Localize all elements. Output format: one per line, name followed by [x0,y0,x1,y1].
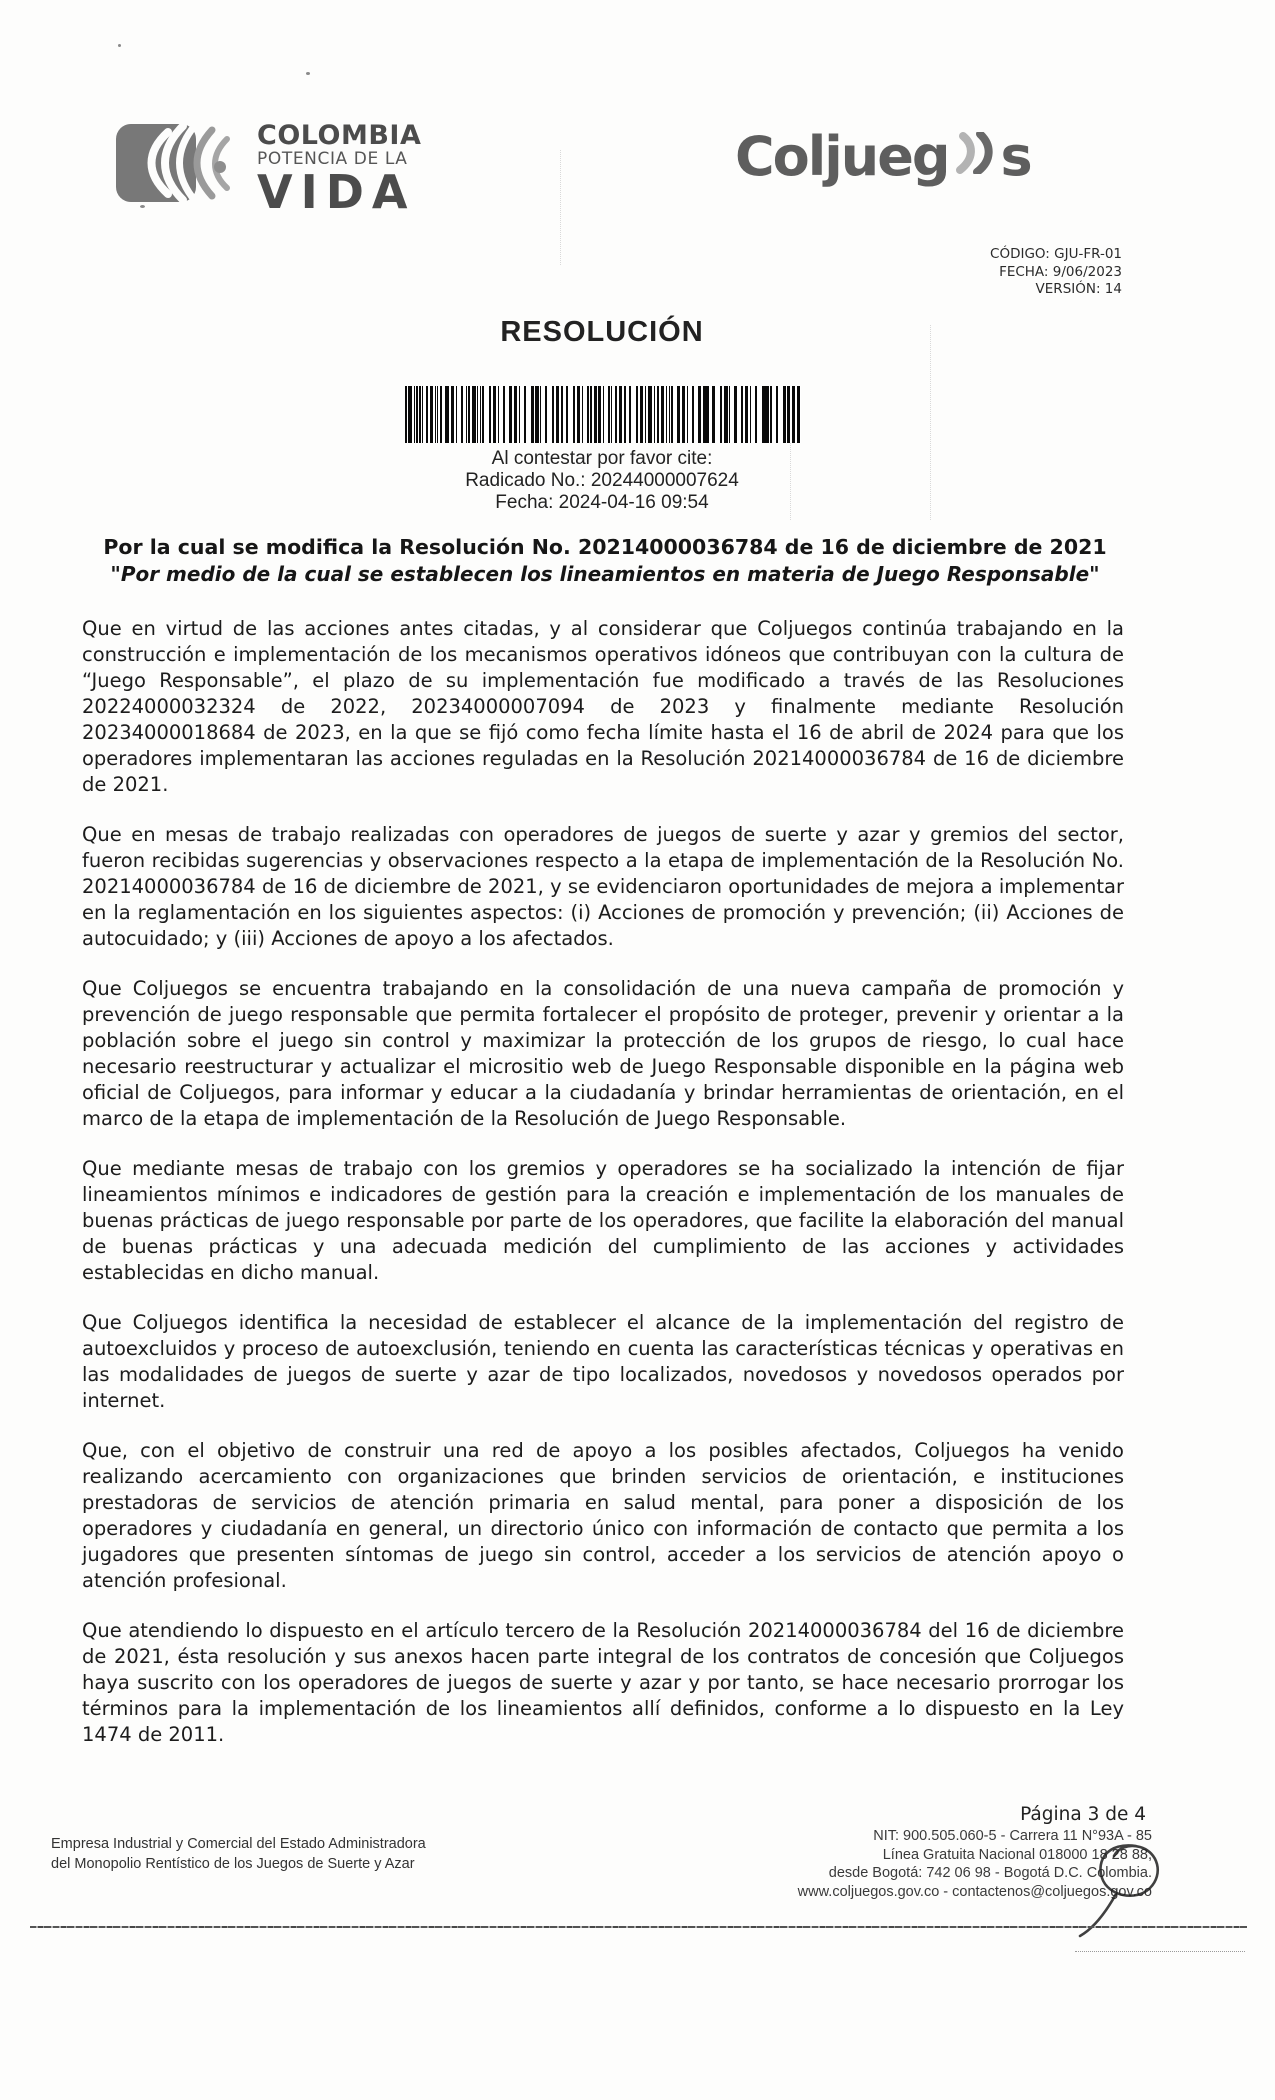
footer-separator-line [30,1926,1247,1928]
colombia-logo-line3: VIDA [257,165,416,219]
document-code-block [990,246,1122,299]
radicado-date: Fecha: 2024-04-16 09:54 [495,492,709,513]
colombia-logo-wordmark [257,120,422,219]
radicado-block [352,448,852,514]
document-title: RESOLUCIÓN [500,316,704,348]
resolution-subject [60,534,1150,588]
footer-web-email: www.coljuegos.gov.co - contactenos@coljuegos.gov.co [797,1883,1152,1900]
resolution-body [82,616,1124,1772]
scan-artifact-line [560,150,561,265]
colombia-logo-line2: POTENCIA DE LA [257,149,408,169]
scan-speck [118,44,121,47]
body-paragraph: Que Coljuegos identifica la necesidad de establecer el alcance de la implementación del registro de autoexcluidos y proceso de autoexclusión, teniendo en cuenta las características técnicas y operativas en las modalidades de juegos de suerte y azar de tipo localizados, novedosos y novedosos operados por internet. [82,1311,1124,1412]
body-paragraph: Que atendiendo lo dispuesto en el artículo tercero de la Resolución 20214000036784 del 16 de diciembre de 2021, ésta resolución y sus anexos hacen parte integral de los contratos de concesión que Coljuegos haya suscrito con los operadores de juegos de suerte y azar y por tanto, se hace necesario prorrogar los términos para la implementación de los lineamientos allí definidos, conforme a lo dispuesto en la Ley 1474 de 2011. [82,1619,1124,1746]
footer-phone-line: Línea Gratuita Nacional 018000 18 28 88, [882,1846,1152,1863]
colombia-potencia-vida-icon [116,122,241,223]
coljuegos-logo [735,125,1031,188]
colombia-logo-line1: COLOMBIA [257,120,422,151]
barcode [405,386,801,443]
colombia-government-logo [116,122,421,223]
radicado-number: Radicado No.: 20244000007624 [465,470,739,491]
coljuegos-logo-waves-icon [952,132,998,174]
body-paragraph: Que, con el objetivo de construir una red de apoyo a los posibles afectados, Coljuegos ha venido realizando acercamiento con organizaciones que brinden servicios de orientación, e instituciones prestadoras de servicios de atención primaria en salud mental, para poner a disposición de los operadores y ciudadanía en general, un directorio único con información de contacto que permita a los jugadores que presenten síntomas de juego sin control, acceder a los servicios de atención apoyo o atención profesional. [82,1439,1124,1592]
body-paragraph: Que en virtud de las acciones antes citadas, y al considerar que Coljuegos continúa trabajando en la construcción e implementación de los mecanismos operativos idóneos que contribuyan con la cultura de “Juego Responsable”, el plazo de su implementación fue modificado a través de las Resoluciones 20224000032324 de 2022, 20234000007094 de 2023 y finalmente mediante Resolución 20234000018684 de 2023, en la que se fijó como fecha límite hasta el 16 de abril de 2024 para que los operadores implementaran las acciones reguladas en la Resolución 20214000036784 de 16 de diciembre de 2021. [82,617,1124,796]
radicado-cite-label: Al contestar por favor cite: [491,448,713,469]
footer-dotted-artifact [1075,1951,1245,1952]
footer-entity-description [51,1834,426,1874]
body-paragraph: Que en mesas de trabajo realizadas con operadores de juegos de suerte y azar y gremios del sector, fueron recibidas sugerencias y observaciones respecto a la etapa de implementación de la Resolución No. 20214000036784 de 16 de diciembre de 2021, y se evidenciaron oportunidades de mejora a implementar en la reglamentación en los siguientes aspectos: (i) Acciones de promoción y prevención; (ii) Acciones de autocuidado; y (iii) Acciones de apoyo a los afectados. [82,823,1124,950]
coljuegos-logo-text-right: s [1000,125,1031,188]
body-paragraph: Que Coljuegos se encuentra trabajando en la consolidación de una nueva campaña de promoción y prevención de juego responsable que permita fortalecer el propósito de proteger, prevenir y orientar a la población sobre el juego sin control y maximizar la protección de los grupos de riesgo, lo cual hace necesario reestructurar y actualizar el micrositio web de Juego Responsable disponible en la página web oficial de Coljuegos, para informar y educar a la ciudadanía y brindar herramientas de orientación, en el marco de la etapa de implementación de la Resolución de Juego Responsable. [82,977,1124,1130]
scan-artifact-line [930,325,931,520]
doc-fecha: FECHA: 9/06/2023 [999,263,1122,280]
body-paragraph: Que mediante mesas de trabajo con los gremios y operadores se ha socializado la intención de fijar lineamientos mínimos e indicadores de gestión para la creación e implementación de los manuales de buenas prácticas de juego responsable por parte de los operadores, que facilite la elaboración del manual de buenas prácticas y una adecuada medición del cumplimiento de las acciones y actividades establecidas en dicho manual. [82,1157,1124,1284]
subject-line2: "Por medio de la cual se establecen los lineamientos en materia de Juego Responsable" [110,562,1100,586]
scan-speck [306,72,310,75]
subject-line1: Por la cual se modifica la Resolución No. 20214000036784 de 16 de diciembre de 2021 [103,535,1107,559]
page-number: Página 3 de 4 [1020,1804,1146,1825]
footer-bogota-line: desde Bogotá: 742 06 98 - Bogotá D.C. Colombia. [828,1865,1152,1881]
footer-left-line2: del Monopolio Rentístico de los Juegos de Suerte y Azar [51,1856,415,1872]
footer-left-line1: Empresa Industrial y Comercial del Estado Administradora [51,1836,426,1852]
coljuegos-logo-text-left: Coljueg [735,125,949,188]
footer-nit-address: NIT: 900.505.060-5 - Carrera 11 N°93A - 85 [873,1828,1152,1844]
doc-version: VERSIÓN: 14 [1035,281,1122,297]
doc-codigo: CÓDIGO: GJU-FR-01 [990,246,1122,262]
